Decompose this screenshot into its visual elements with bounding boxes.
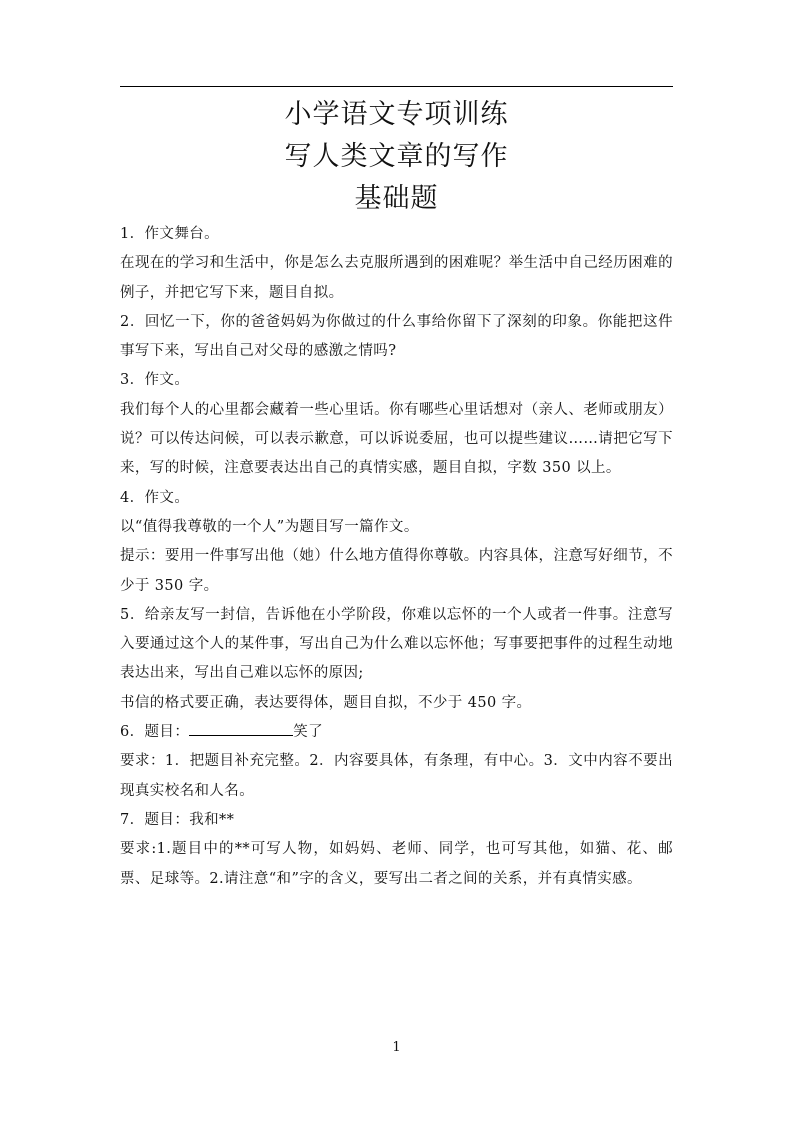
q2-prompt: 2．回忆一下，你的爸爸妈妈为你做过的什么事给你留下了深刻的印象。你能把这件事写下来，写出自己对父母的感激之情吗? [120, 313, 673, 360]
q5-prompt: 5．给亲友写一封信，告诉他在小学阶段，你难以忘怀的一个人或者一件事。注意写入要通过这个人的某件事，写出自己为什么难以忘怀他；写事要把事件的过程生动地表达出来，写出自己难以忘怀的原因; [120, 606, 673, 682]
q7-title-line: 7．题目：我和** [120, 811, 235, 828]
title-block [120, 94, 673, 220]
q3-prompt: 我们每个人的心里都会藏着一些心里话。你有哪些心里话想对（亲人、老师或朋友）说？可以传达问候，可以表示歉意，可以诉说委屈，也可以提些建议……请把它写下来，写的时候，注意要表达出自己的真情实感，题目自拟，字数 350 以上。 [120, 401, 673, 477]
q1-prompt: 在现在的学习和生活中，你是怎么去克服所遇到的困难呢？举生活中自己经历困难的例子，并把它写下来，题目自拟。 [120, 255, 673, 301]
q7-requirement: 要求:1.题目中的**可写人物，如妈妈、老师、同学，也可写其他，如猫、花、邮 票、足球等。2.请注意“和”字的含义，要写出二者之间的关系，并有真情实感。 [120, 841, 673, 887]
q5-requirement: 书信的格式要正确，表达要得体，题目自拟，不少于 450 字。 [120, 694, 532, 711]
q4-hint: 提示：要用一件事写出他（她）什么地方值得你尊敬。内容具体，注意写好细节，不少于 350 字。 [120, 548, 673, 594]
page-number: 1 [392, 1040, 401, 1055]
q6-blank [189, 720, 293, 736]
q4-prompt: 以“值得我尊敬的一个人”为题目写一篇作文。 [120, 518, 419, 535]
title-level: 基础题 [354, 183, 439, 214]
title-sub: 写人类文章的写作 [284, 141, 509, 172]
q6-suffix: 笑了 [293, 724, 324, 741]
q6-title-line [120, 718, 673, 747]
q4-heading: 4．作文。 [120, 489, 190, 506]
document-body [120, 220, 673, 894]
q3-heading: 3．作文。 [120, 372, 190, 389]
q1-heading: 1．作文舞台。 [120, 226, 220, 242]
header-rule [120, 86, 673, 87]
q6-prefix: 6．题目： [120, 724, 190, 741]
q6-requirement: 要求：1．把题目补充完整。2．内容要具体，有条理，有中心。3．文中内容不要出现真实校名和人名。 [120, 753, 673, 799]
title-main: 小学语文专项训练 [284, 99, 509, 130]
